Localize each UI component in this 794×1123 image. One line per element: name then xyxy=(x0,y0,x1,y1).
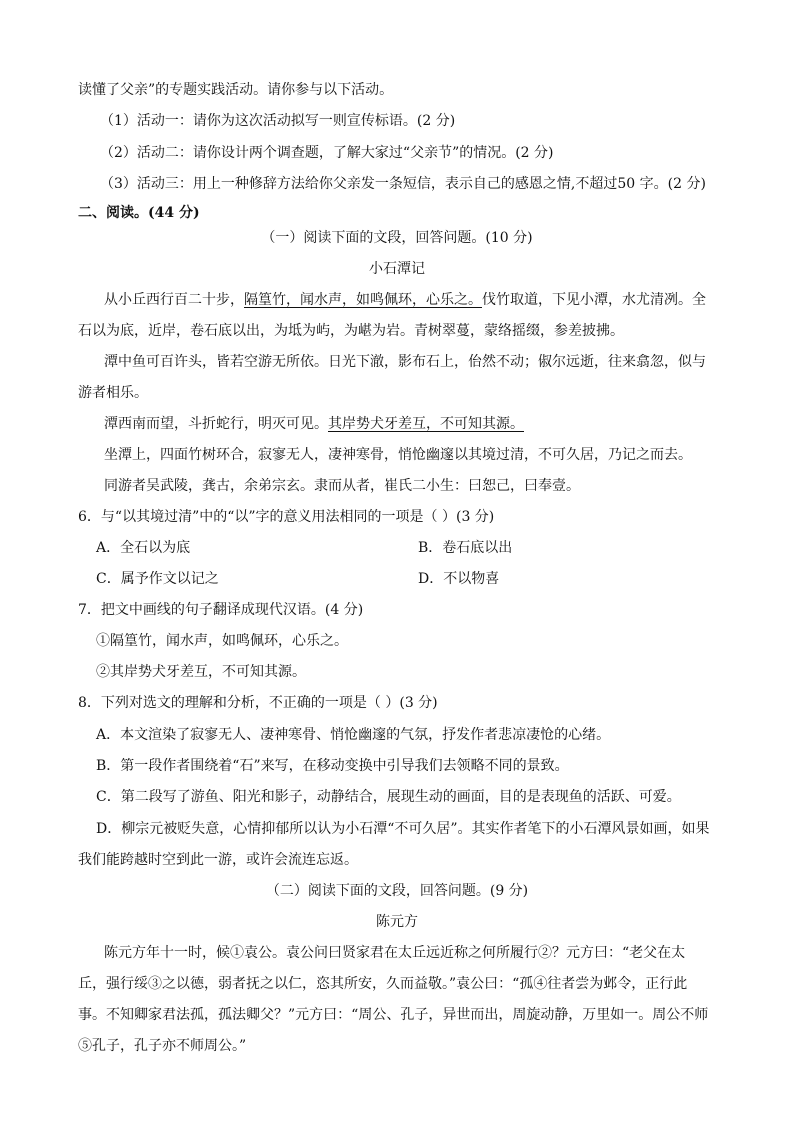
part1-heading: （一）阅读下面的文段，回答问题。(10 分) xyxy=(261,230,533,246)
part1-title: 小石潭记 xyxy=(369,261,425,277)
intro-tail-text: 读懂了父亲”的专题实践活动。请你参与以下活动。 xyxy=(78,82,394,98)
q8-option-d-line2: 我们能跨越时空到此一游，或许会流连忘返。 xyxy=(78,852,358,868)
part2-line3: 事。不知卿家君法孤，孤法卿父？”元方曰：“周公、孔子，异世而出，周旋动静，万里如一。周公不师 xyxy=(78,1007,709,1023)
q6-option-c: C．属予作文以记之 xyxy=(96,571,219,587)
activity-3: （3）活动三：用上一种修辞方法给你父亲发一条短信，表示自己的感恩之情,不超过50 字。(2 分) xyxy=(100,176,706,192)
part1-paragraph2-line1: 潭中鱼可百许头，皆若空游无所依。日光下澈，影布石上，佁然不动；俶尔远逝，往来翕忽，似与 xyxy=(104,354,706,370)
part1-paragraph3 xyxy=(104,414,524,434)
q6-option-d: D．不以物喜 xyxy=(418,571,500,587)
q6-option-b: B．卷石底以出 xyxy=(418,540,513,556)
section-reading-title: 二、阅读。(44 分) xyxy=(78,205,200,221)
q8-option-b: B．第一段作者围绕着“石”来写，在移动变换中引导我们去领略不同的景致。 xyxy=(96,758,569,774)
q8-option-a: A．本文渲染了寂寥无人、凄神寒骨、悄怆幽邃的气氛，抒发作者悲凉凄怆的心绪。 xyxy=(96,727,611,743)
part2-title: 陈元方 xyxy=(376,914,418,930)
q8-option-d-line1: D．柳宗元被贬失意，心情抑郁所以认为小石潭“不可久居”。其实作者笔下的小石潭风景如画，如果 xyxy=(96,821,710,837)
p3-pre: 潭西南而望，斗折蛇行，明灭可见。 xyxy=(104,416,328,432)
part1-paragraph4: 坐潭上，四面竹树环合，寂寥无人，凄神寒骨，悄怆幽邃以其境过清，不可久居，乃记之而去。 xyxy=(104,447,692,463)
part2-line1: 陈元方年十一时，候①袁公。袁公问曰贤家君在太丘远近称之何所履行②？元方曰：“老父在太 xyxy=(104,945,686,961)
part1-paragraph2-line2: 游者相乐。 xyxy=(78,385,148,401)
p1-post: 伐竹取道，下见小潭，水尤清冽。全 xyxy=(482,292,706,308)
q8-option-c: C．第二段写了游鱼、阳光和影子，动静结合，展现生动的画面，目的是表现鱼的活跃、可爱。 xyxy=(96,789,681,805)
part1-paragraph1-line2: 石以为底，近岸，卷石底以出，为坻为屿，为嵁为岩。青树翠蔓，蒙络摇缀，参差披拂。 xyxy=(78,323,624,339)
q7-sentence-2: ②其岸势犬牙差互，不可知其源。 xyxy=(96,664,306,680)
q6-option-a: A．全石以为底 xyxy=(96,540,191,556)
part2-heading: （二）阅读下面的文段，回答问题。(9 分) xyxy=(265,883,529,899)
q7-stem: 7．把文中画线的句子翻译成现代汉语。(4 分) xyxy=(78,602,364,618)
p1-underlined-sentence: 隔篁竹，闻水声，如鸣佩环，心乐之。 xyxy=(244,292,482,308)
q6-stem: 6．与“以其境过清”中的“以”字的意义用法相同的一项是（ ）(3 分) xyxy=(78,509,495,525)
part1-paragraph1-line1 xyxy=(104,290,706,310)
q8-stem: 8．下列对选文的理解和分析，不正确的一项是（ ）(3 分) xyxy=(78,695,438,711)
p3-underlined-sentence: 其岸势犬牙差互，不可知其源。 xyxy=(328,416,524,432)
q7-sentence-1: ①隔篁竹，闻水声，如鸣佩环，心乐之。 xyxy=(96,633,348,649)
part2-line4: ⑤孔子，孔子亦不师周公。” xyxy=(78,1038,247,1054)
part1-paragraph5: 同游者吴武陵，龚古，余弟宗玄。隶而从者，崔氏二小生：曰恕己，曰奉壹。 xyxy=(104,478,580,494)
activity-1: （1）活动一：请你为这次活动拟写一则宣传标语。(2 分) xyxy=(100,113,456,129)
p1-pre: 从小丘西行百二十步， xyxy=(104,292,244,308)
activity-2: （2）活动二：请你设计两个调查题，了解大家过“父亲节”的情况。(2 分) xyxy=(100,145,554,161)
part2-line2: 丘，强行绥③之以德，弱者抚之以仁，恣其所安，久而益敬。”袁公曰：“孤④往者尝为邺令，正行此 xyxy=(78,976,688,992)
